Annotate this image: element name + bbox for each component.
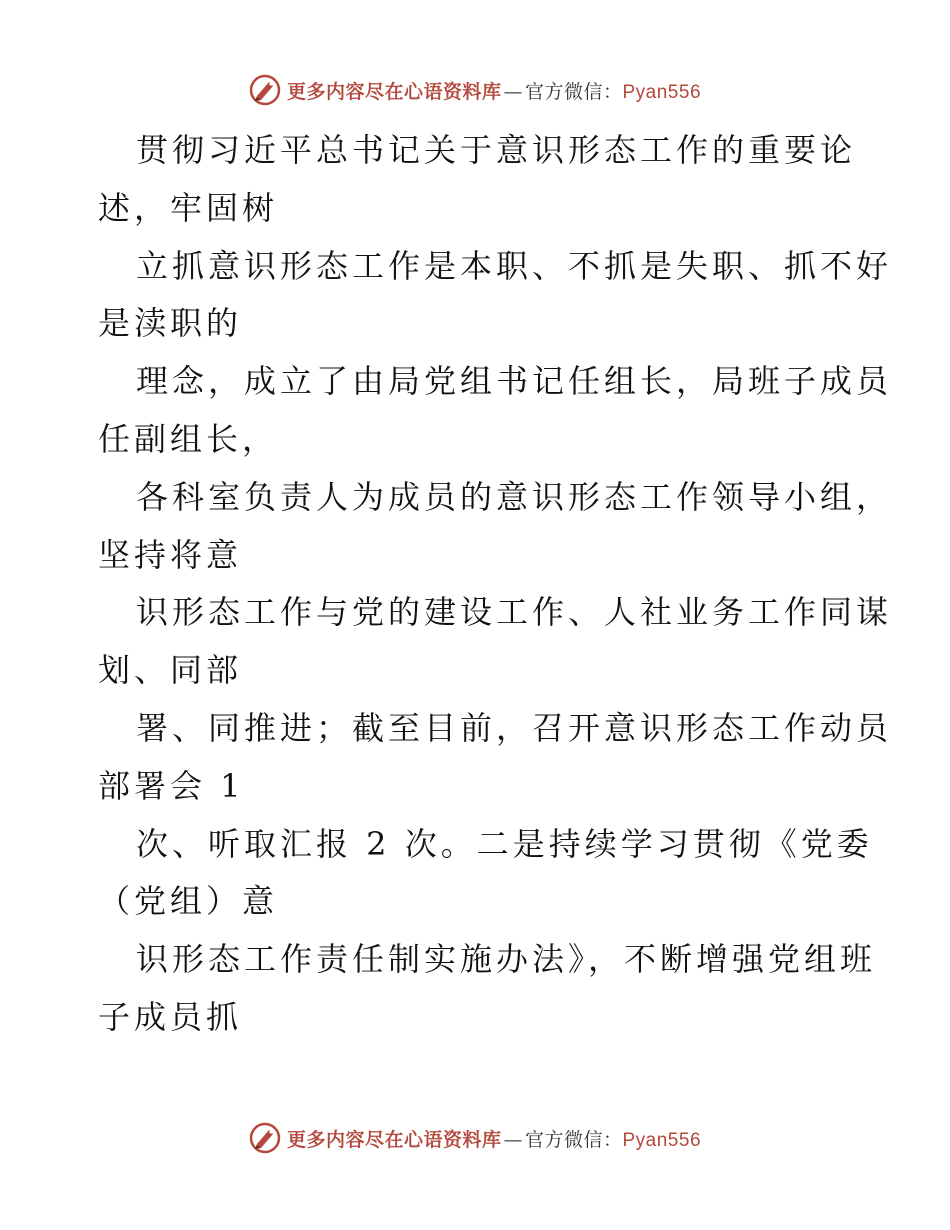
- body-line: 任副组长，: [98, 419, 279, 458]
- body-line: 坚持将意: [98, 535, 243, 574]
- header-banner-title: 更多内容尽在心语资料库: [286, 80, 502, 103]
- body-line: 立抓意识形态工作是本职、不抓是失职、抓不好: [136, 246, 893, 285]
- pen-logo-icon: [249, 74, 281, 106]
- pen-logo-icon: [249, 1122, 281, 1154]
- footer-banner-wechat-id: Pyan556: [622, 1129, 702, 1151]
- footer-banner-label: 官方微信：: [524, 1128, 623, 1151]
- footer-banner-title: 更多内容尽在心语资料库: [286, 1128, 502, 1151]
- document-body: [98, 122, 893, 1047]
- body-line: 理念，成立了由局党组书记任组长，局班子成员: [136, 362, 893, 401]
- body-line: 子成员抓: [98, 997, 243, 1036]
- body-line: 贯彻习近平总书记关于意识形态工作的重要论: [136, 131, 857, 169]
- body-line: （党组）意: [98, 882, 279, 921]
- body-line: 划、同部: [98, 651, 243, 690]
- page-header-banner: [0, 72, 950, 108]
- header-banner-label: 官方微信：: [524, 80, 623, 103]
- body-line: 次、听取汇报 2 次。二是持续学习贯彻《党委: [136, 824, 873, 863]
- header-banner-text: [287, 77, 701, 104]
- body-line: 是渎职的: [98, 304, 243, 343]
- body-line: 识形态工作与党的建设工作、人社业务工作同谋: [136, 593, 893, 632]
- header-banner-separator: —: [503, 80, 523, 103]
- body-line: 署、同推进；截至目前，召开意识形态工作动员: [136, 708, 893, 747]
- body-line: 述，牢固树: [98, 188, 279, 227]
- header-banner-wechat-id: Pyan556: [622, 81, 702, 103]
- footer-banner-text: [287, 1125, 701, 1152]
- footer-banner-separator: —: [503, 1128, 523, 1151]
- body-line: 各科室负责人为成员的意识形态工作领导小组，: [136, 477, 893, 516]
- body-line: 识形态工作责任制实施办法》，不断增强党组班: [136, 940, 877, 979]
- body-line: 部署会 1: [98, 766, 245, 805]
- page-footer-banner: [0, 1120, 950, 1156]
